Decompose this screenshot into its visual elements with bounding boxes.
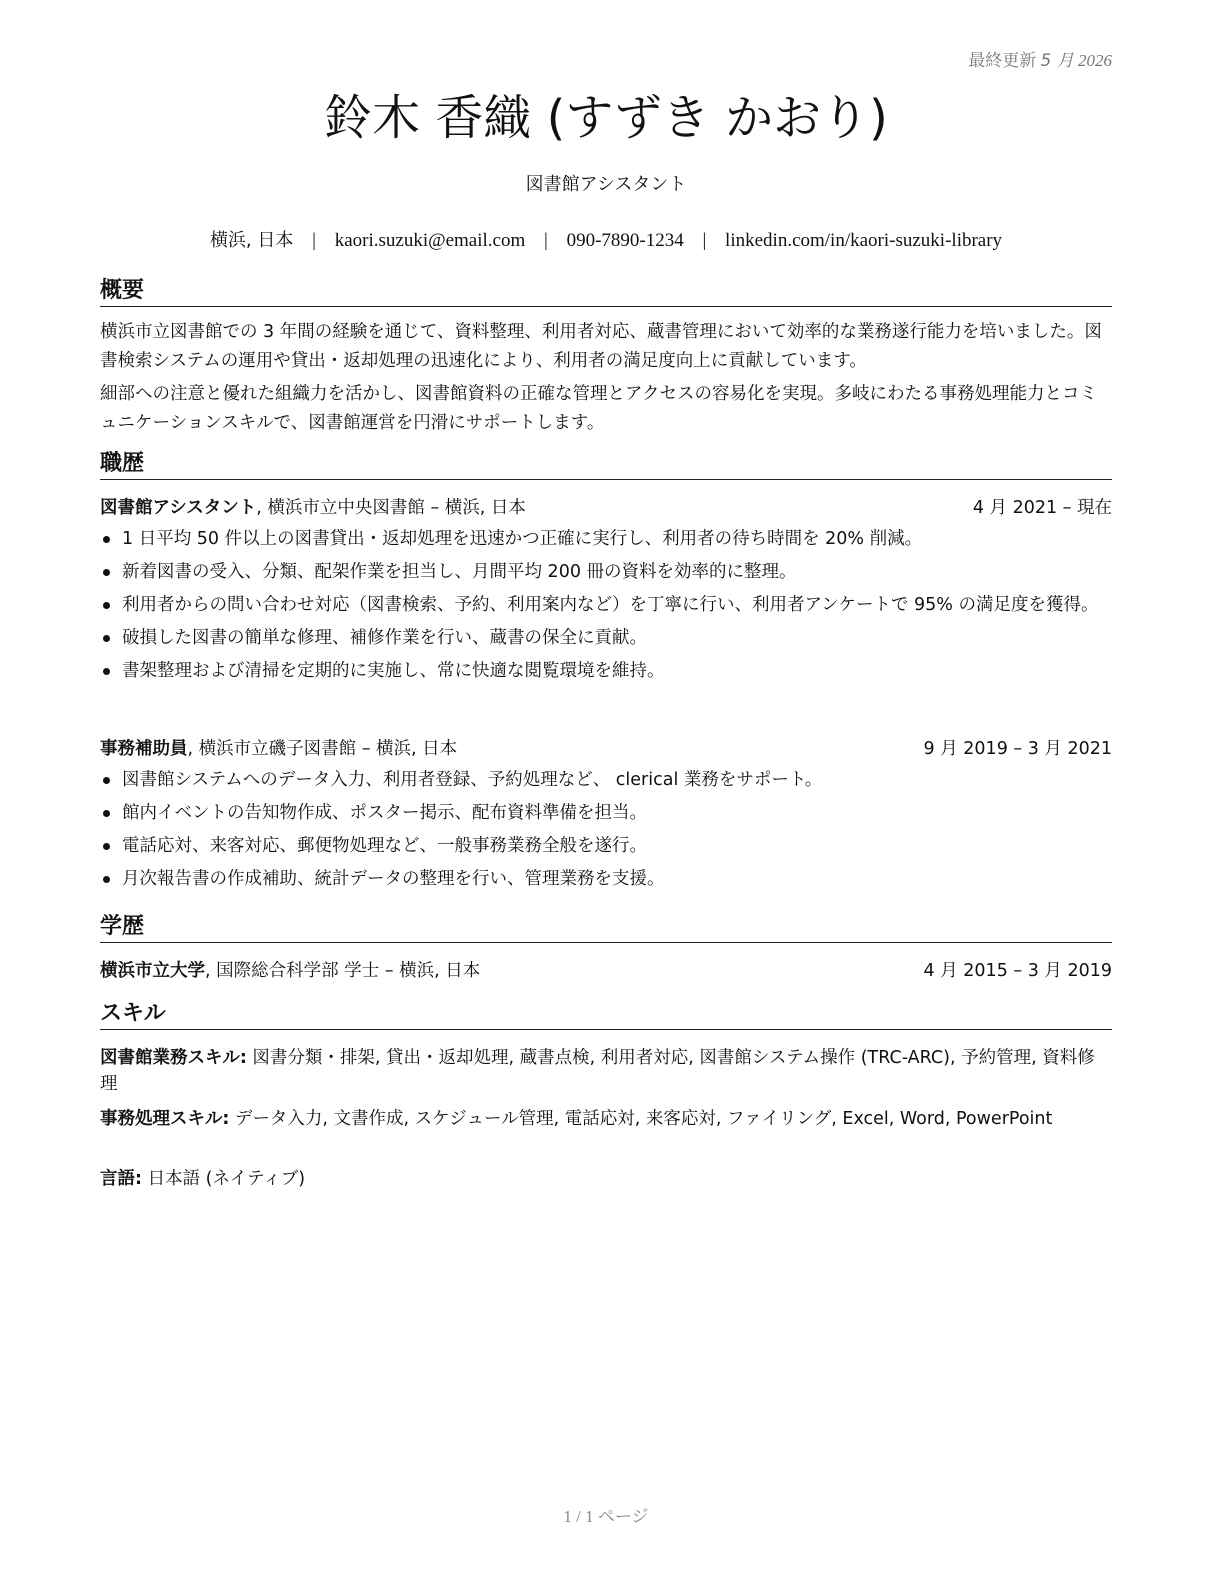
job-position: 図書館アシスタント [100,498,257,518]
job-header [100,495,1112,521]
list-item: 破損した図書の簡単な修理、補修作業を行い、蔵書の保全に貢献。 [100,625,1112,651]
skill-label: 言語: [100,1169,142,1189]
contact-email[interactable]: kaori.suzuki@email.com [334,230,526,251]
list-item: 電話応対、来客対応、郵便物処理など、一般事務業務全般を遂行。 [100,833,1112,859]
last-updated [968,46,1112,71]
section-title-experience: 職歴 [100,451,1112,480]
skill-row [100,1106,1112,1132]
contact-phone: 090-7890-1234 [566,230,684,251]
last-updated-month: 5 月 [1040,51,1074,71]
skill-value: データ入力, 文書作成, スケジュール管理, 電話応対, 来客応対, ファイリング, Excel, Word, PowerPoint [229,1109,1053,1129]
education-dates: 4 月 2015 – 3 月 2019 [923,961,1112,981]
contact-linkedin[interactable]: linkedin.com/in/kaori-suzuki-library [725,230,1003,251]
list-item: 館内イベントの告知物作成、ポスター掲示、配布資料準備を担当。 [100,800,1112,826]
list-item: 新着図書の受入、分類、配架作業を担当し、月間平均 200 冊の資料を効率的に整理。 [100,559,1112,585]
separator: | [544,230,548,251]
section-title-education: 学歴 [100,914,1112,943]
job-dates: 4 月 2021 – 現在 [972,498,1112,518]
education-header [100,958,1112,984]
resume-page [100,0,1112,1584]
skill-value: 図書分類・排架, 貸出・返却処理, 蔵書点検, 利用者対応, 図書館システム操作 (TRC-ARC), 予約管理, 資料修理 [100,1048,1095,1094]
section-title-summary: 概要 [100,278,1112,307]
job-title-line [100,736,457,762]
job-bullets [100,767,1112,899]
summary-paragraph-2: 細部への注意と優れた組織力を活かし、図書館資料の正確な管理とアクセスの容易化を実現。多岐にわたる事務処理能力とコミュニケーションスキルで、図書館運営を円滑にサポートします。 [100,384,1097,433]
education-line [100,958,480,984]
skill-row [100,1166,1112,1192]
skill-label: 図書館業務スキル: [100,1048,247,1068]
summary-paragraph-1: 横浜市立図書館での 3 年間の経験を通じて、資料整理、利用者対応、蔵書管理において効率的な業務遂行能力を培いました。図書検索システムの運用や貸出・返却処理の迅速化により、利用者の満足度向上に貢献しています。 [100,322,1102,371]
section-title-skills: スキル [100,1001,1112,1030]
candidate-role: 図書館アシスタント [525,174,687,195]
candidate-name: 鈴木 香織 (すずき かおり) [324,90,888,146]
list-item: 1 日平均 50 件以上の図書貸出・返却処理を迅速かつ正確に実行し、利用者の待ち時間を 20% 削減。 [100,526,1112,552]
job-title-line [100,495,526,521]
page-number: 1 / 1 ページ [563,1507,649,1526]
contact-line [100,226,1112,252]
job-dates: 9 月 2019 – 3 月 2021 [923,739,1112,759]
education-detail: , 国際総合科学部 学士 – 横浜, 日本 [205,961,481,981]
job-position: 事務補助員 [100,739,188,759]
separator: | [702,230,707,251]
job-bullets [100,526,1112,691]
skill-value: 日本語 (ネイティブ) [142,1169,306,1189]
list-item: 図書館システムへのデータ入力、利用者登録、予約処理など、 clerical 業務をサポート。 [100,767,1112,793]
job-header [100,736,1112,762]
last-updated-label: 最終更新 [968,51,1037,71]
list-item: 書架整理および清掃を定期的に実施し、常に快適な閲覧環境を維持。 [100,658,1112,684]
job-org: , 横浜市立中央図書館 – 横浜, 日本 [256,498,526,518]
school-name: 横浜市立大学 [100,961,205,981]
list-item: 利用者からの問い合わせ対応（図書検索、予約、利用案内など）を丁寧に行い、利用者アンケートで 95% の満足度を獲得。 [100,592,1112,618]
job-org: , 横浜市立磯子図書館 – 横浜, 日本 [187,739,458,759]
last-updated-year: 2026 [1078,51,1112,70]
skill-row [100,1045,1112,1097]
contact-location: 横浜, 日本 [209,230,294,251]
skill-label: 事務処理スキル: [100,1109,230,1129]
list-item: 月次報告書の作成補助、統計データの整理を行い、管理業務を支援。 [100,866,1112,892]
separator: | [312,230,316,251]
